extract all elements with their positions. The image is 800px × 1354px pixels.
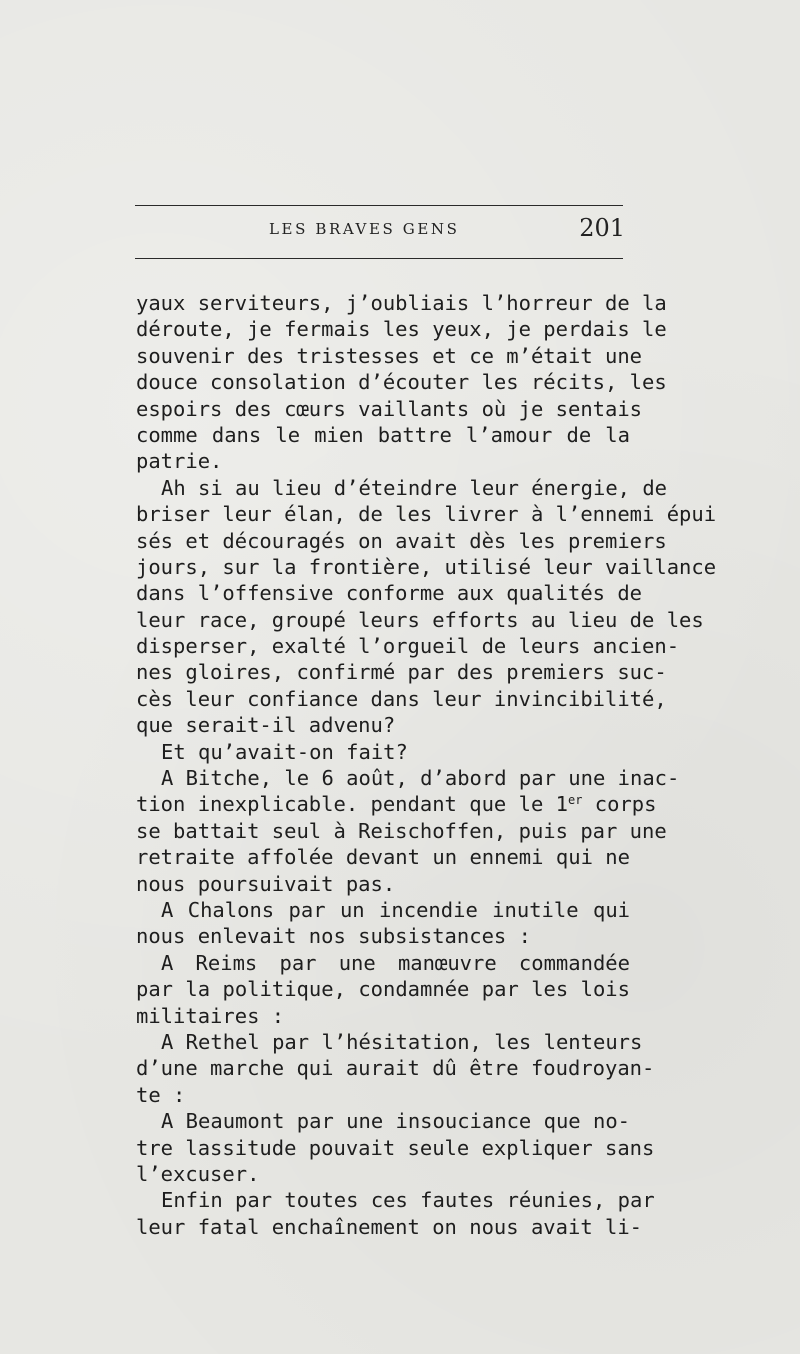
- text-line: disperser, exalté l’orgueil de leurs ancien-: [136, 634, 680, 659]
- text-line: l’excuser.: [136, 1161, 260, 1186]
- text-line: A Bitche, le 6 août, d’abord par une inac-: [161, 766, 680, 791]
- text-line: A Chalons par un incendie inutile qui: [161, 897, 630, 922]
- text-line: déroute, je fermais les yeux, je perdais le: [136, 317, 667, 342]
- body-text: [136, 290, 717, 1240]
- text-line: cès leur confiance dans leur invincibilité,: [136, 686, 667, 711]
- header-bottom-rule: [135, 258, 623, 259]
- text-line: Ah si au lieu d’éteindre leur énergie, de: [161, 475, 668, 500]
- running-header: [135, 214, 623, 250]
- line-text-after: corps: [582, 792, 657, 817]
- superscript-ordinal: er: [567, 793, 583, 808]
- text-line: A Rethel par l’hésitation, les lenteurs: [161, 1029, 643, 1054]
- page-number: 201: [579, 214, 625, 242]
- text-line: Enfin par toutes ces fautes réunies, par: [161, 1188, 655, 1213]
- text-line: tre lassitude pouvait seule expliquer sans: [136, 1135, 655, 1160]
- text-line: leur race, groupé leurs efforts au lieu de les: [136, 607, 704, 632]
- text-line: dans l’offensive conforme aux qualités de: [136, 581, 643, 606]
- text-line: nous poursuivait pas.: [136, 871, 396, 896]
- line-text: tion inexplicable. pendant que le 1: [136, 792, 568, 817]
- text-line: espoirs des cœurs vaillants où je sentais: [136, 396, 643, 421]
- text-line: militaires :: [136, 1003, 285, 1028]
- text-line: A Beaumont par une insouciance que no-: [161, 1109, 630, 1134]
- text-line: briser leur élan, de les livrer à l’ennemi épui: [136, 502, 717, 527]
- text-line: jours, sur la frontière, utilisé leur vaillance: [136, 554, 717, 579]
- text-line: d’une marche qui aurait dû être foudroyan-: [136, 1056, 655, 1081]
- text-line-with-superscript: [136, 791, 657, 817]
- text-line: sés et découragés on avait dès les premiers: [136, 528, 667, 553]
- text-line: te :: [136, 1082, 186, 1107]
- text-line: par la politique, condamnée par les lois: [136, 977, 630, 1002]
- text-line: se battait seul à Reischoffen, puis par une: [136, 818, 667, 843]
- text-line: retraite affolée devant un ennemi qui ne: [136, 845, 630, 870]
- header-top-rule: [135, 205, 623, 206]
- text-line: douce consolation d’écouter les récits, les: [136, 370, 667, 395]
- text-line: leur fatal enchaînement on nous avait li-: [136, 1214, 643, 1239]
- running-title: LES BRAVES GENS: [269, 220, 460, 238]
- text-line: A Reims par une manœuvre commandée: [161, 950, 630, 975]
- text-line: Et qu’avait-on fait?: [161, 739, 408, 764]
- text-line: souvenir des tristesses et ce m’était une: [136, 343, 643, 368]
- text-line: que serait-il advenu?: [136, 713, 396, 738]
- text-line: yaux serviteurs, j’oubliais l’horreur de la: [136, 291, 667, 315]
- text-line: patrie.: [136, 449, 223, 474]
- text-line: comme dans le mien battre l’amour de la: [136, 422, 630, 447]
- text-line: nous enlevait nos subsistances :: [136, 924, 531, 949]
- text-line: nes gloires, confirmé par des premiers suc-: [136, 660, 667, 685]
